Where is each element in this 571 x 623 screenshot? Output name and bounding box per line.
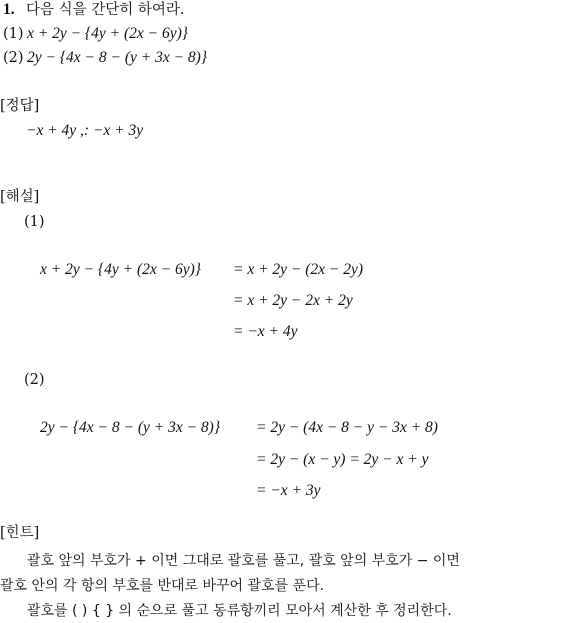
part1-step-1: = x + 2y − (2x − 2y) xyxy=(233,261,364,278)
hint-line-3: 괄호를 ( ) { } 의 순으로 풀고 동류항끼리 모아서 계산한 후 정리한다. xyxy=(27,603,452,619)
problem-instruction: 다음 식을 간단히 하여라. xyxy=(26,2,185,18)
explanation-heading: [해설] xyxy=(0,189,40,205)
part2-lhs-expression: 2y − {4x − 8 − (y + 3x − 8)} xyxy=(40,419,221,436)
problem-item1-expression: x + 2y − {4y + (2x − 6y)} xyxy=(27,25,188,42)
hint-line-1: 괄호 앞의 부호가 + 이면 그대로 괄호를 풀고, 괄호 앞의 부호가 − 이면 xyxy=(27,553,460,569)
part2-step-3: = −x + 3y xyxy=(256,482,321,499)
part1-lhs-expression: x + 2y − {4y + (2x − 6y)} xyxy=(40,261,201,278)
hint-line-2: 괄호 안의 각 항의 부호를 반대로 바꾸어 괄호를 푼다. xyxy=(0,578,325,594)
part2-step-1: = 2y − (4x − 8 − y − 3x + 8) xyxy=(256,419,438,436)
explanation-part1-label: (1) xyxy=(24,214,45,230)
problem-item1-label: (1) xyxy=(3,26,24,42)
part2-step-2: = 2y − (x − y) = 2y − x + y xyxy=(256,451,429,468)
explanation-part2-label: (2) xyxy=(24,372,45,388)
problem-number: 1. xyxy=(3,1,15,18)
answer-text: −x + 4y ,: −x + 3y xyxy=(26,122,144,139)
hint-heading: [힌트] xyxy=(0,525,40,541)
answer-heading: [정답] xyxy=(0,98,40,114)
problem-item2-label: (2) xyxy=(3,50,24,66)
problem-item2-expression: 2y − {4x − 8 − (y + 3x − 8)} xyxy=(27,49,208,66)
part1-step-3: = −x + 4y xyxy=(233,323,298,340)
part1-step-2: = x + 2y − 2x + 2y xyxy=(233,292,353,309)
